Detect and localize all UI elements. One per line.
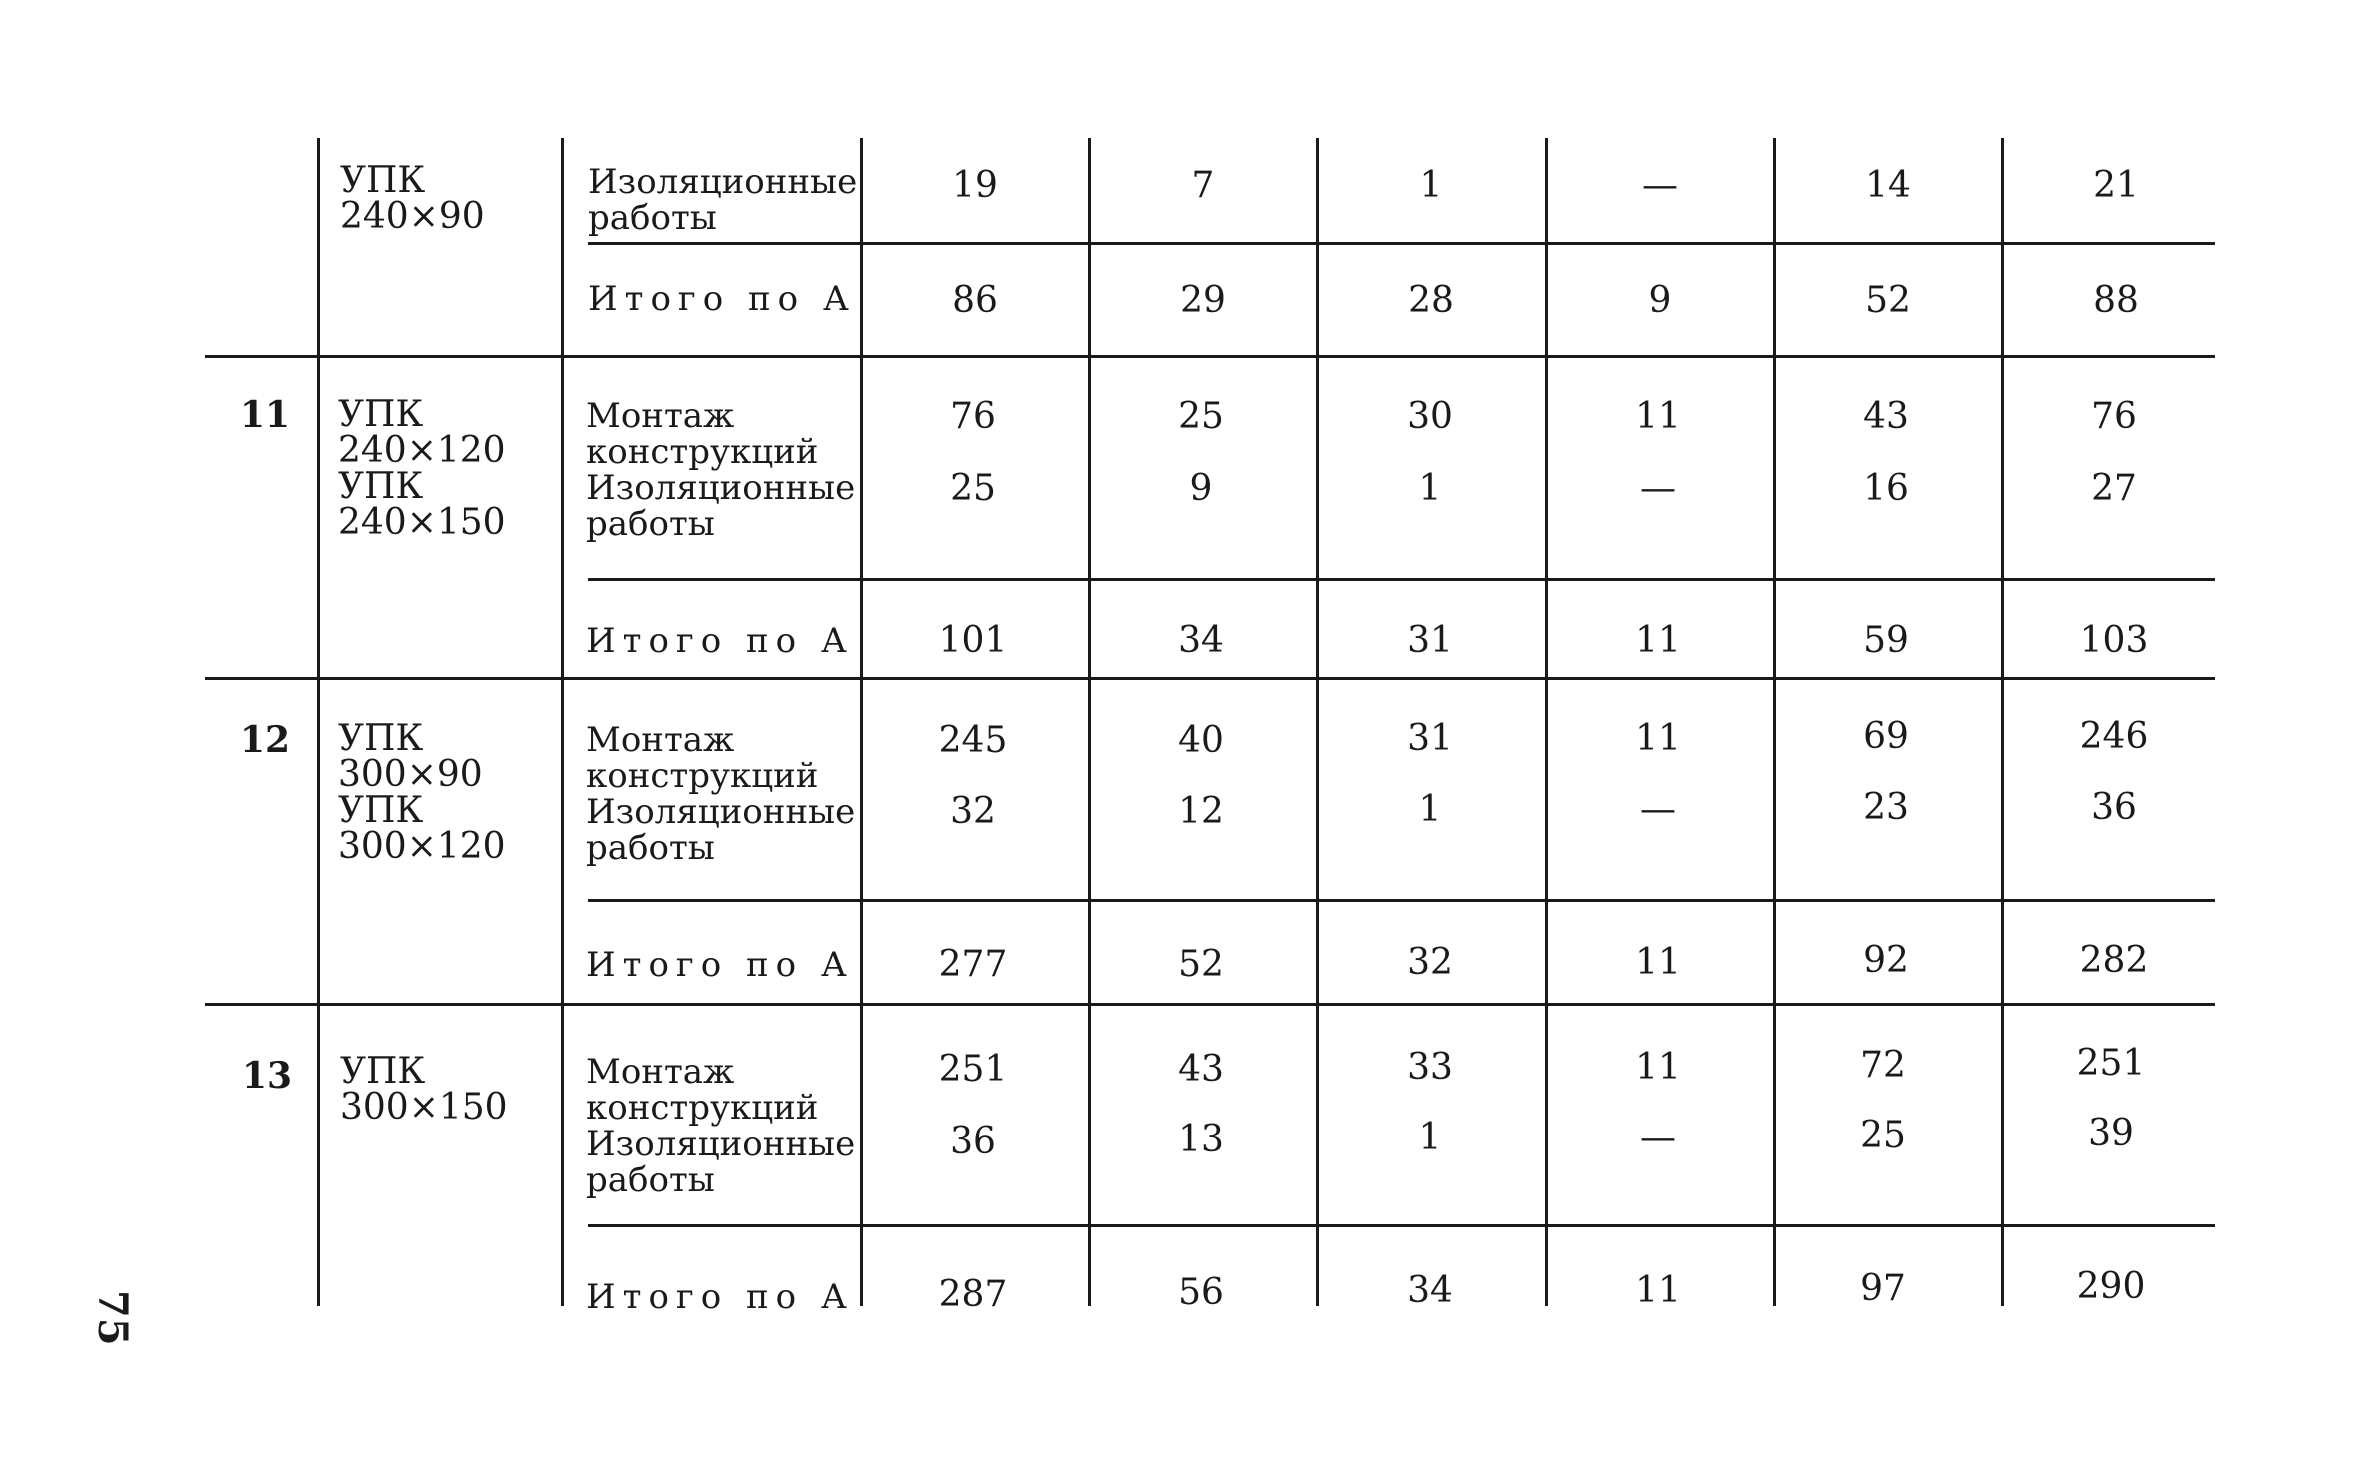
value-cell: 32 xyxy=(950,791,996,832)
element-type-line: УПК xyxy=(340,160,426,201)
column-divider xyxy=(860,138,863,1306)
work-type-line: Монтаж xyxy=(586,720,735,760)
value-cell: 25 xyxy=(1860,1115,1906,1156)
total-cell: 92 xyxy=(1863,940,1909,981)
total-cell: 59 xyxy=(1863,620,1909,661)
work-type-line: конструкций xyxy=(586,432,819,472)
work-type-line: работы xyxy=(586,1160,715,1200)
subtotal-separator xyxy=(588,899,2215,902)
value-cell: — xyxy=(1642,165,1678,206)
value-cell: 19 xyxy=(952,165,998,206)
column-divider xyxy=(561,138,564,1306)
work-type-line: Изоляционные xyxy=(586,792,856,832)
total-cell: 86 xyxy=(952,280,998,321)
value-cell: 30 xyxy=(1407,396,1453,437)
value-cell: 13 xyxy=(1178,1119,1224,1160)
column-divider xyxy=(1545,138,1548,1306)
work-type-line: Изоляционные xyxy=(586,1124,856,1164)
element-type-line: УПК xyxy=(338,790,424,831)
page-number: 75 xyxy=(89,1290,136,1346)
work-type-line: конструкций xyxy=(586,1088,819,1128)
value-cell: 72 xyxy=(1860,1045,1906,1086)
value-cell: 36 xyxy=(950,1121,996,1162)
total-cell: 31 xyxy=(1407,620,1453,661)
element-type-line: УПК xyxy=(338,718,424,759)
column-divider xyxy=(1088,138,1091,1306)
value-cell: 76 xyxy=(2091,396,2137,437)
column-divider xyxy=(1316,138,1319,1306)
total-cell: 32 xyxy=(1407,942,1453,983)
element-type-line: 300×90 xyxy=(338,754,483,795)
total-cell: 103 xyxy=(2079,620,2149,661)
value-cell: 16 xyxy=(1863,468,1909,509)
element-type-line: 300×120 xyxy=(338,826,506,867)
total-cell: 52 xyxy=(1178,944,1224,985)
work-type-line: работы xyxy=(586,828,715,868)
total-label: Итого по А xyxy=(588,279,856,319)
value-cell: 11 xyxy=(1635,718,1681,759)
total-cell: 34 xyxy=(1407,1270,1453,1311)
element-type-line: 300×150 xyxy=(340,1087,508,1128)
element-type-line: 240×90 xyxy=(340,196,485,237)
value-cell: 12 xyxy=(1178,791,1224,832)
subtotal-separator xyxy=(588,1224,2215,1227)
total-cell: 52 xyxy=(1865,280,1911,321)
value-cell: 40 xyxy=(1178,720,1224,761)
element-type-line: 240×150 xyxy=(338,502,506,543)
value-cell: 25 xyxy=(950,468,996,509)
value-cell: 7 xyxy=(1191,165,1215,206)
column-divider xyxy=(1773,138,1776,1306)
work-type-line: конструкций xyxy=(586,756,819,796)
work-type-line: работы xyxy=(588,198,717,238)
total-cell: 56 xyxy=(1178,1272,1224,1313)
value-cell: 31 xyxy=(1407,718,1453,759)
element-type-line: 240×120 xyxy=(338,430,506,471)
value-cell: 1 xyxy=(1418,1117,1442,1158)
total-cell: 11 xyxy=(1635,942,1681,983)
row-group-separator xyxy=(205,1003,2215,1006)
value-cell: 23 xyxy=(1863,787,1909,828)
value-cell: 39 xyxy=(2088,1113,2134,1154)
column-divider xyxy=(317,138,320,1306)
value-cell: 9 xyxy=(1189,468,1213,509)
total-cell: 282 xyxy=(2079,940,2149,981)
total-label: Итого по А xyxy=(586,1277,854,1317)
total-cell: 97 xyxy=(1860,1268,1906,1309)
value-cell: 245 xyxy=(938,720,1008,761)
total-cell: 88 xyxy=(2093,280,2139,321)
value-cell: — xyxy=(1640,789,1676,830)
value-cell: 33 xyxy=(1407,1047,1453,1088)
row-group-separator xyxy=(205,355,2215,358)
value-cell: 36 xyxy=(2091,787,2137,828)
element-type-line: УПК xyxy=(340,1051,426,1092)
total-cell: 9 xyxy=(1648,280,1672,321)
total-cell: 29 xyxy=(1180,280,1226,321)
value-cell: 27 xyxy=(2091,468,2137,509)
value-cell: 21 xyxy=(2093,165,2139,206)
work-type-line: Изоляционные xyxy=(588,162,858,202)
row-number: 12 xyxy=(240,719,291,761)
total-cell: 28 xyxy=(1408,280,1454,321)
total-cell: 277 xyxy=(938,944,1008,985)
value-cell: 14 xyxy=(1865,165,1911,206)
value-cell: 11 xyxy=(1635,396,1681,437)
value-cell: 76 xyxy=(950,396,996,437)
total-cell: 11 xyxy=(1635,1270,1681,1311)
total-label: Итого по А xyxy=(586,621,854,661)
row-number: 11 xyxy=(240,394,291,436)
column-divider xyxy=(2001,138,2004,1306)
value-cell: 251 xyxy=(938,1049,1008,1090)
work-type-line: работы xyxy=(586,504,715,544)
value-cell: 69 xyxy=(1863,716,1909,757)
subtotal-separator xyxy=(588,578,2215,581)
total-cell: 290 xyxy=(2076,1266,2146,1307)
value-cell: 43 xyxy=(1863,396,1909,437)
value-cell: 1 xyxy=(1419,165,1443,206)
total-cell: 34 xyxy=(1178,620,1224,661)
value-cell: 246 xyxy=(2079,716,2149,757)
total-cell: 11 xyxy=(1635,620,1681,661)
work-type-line: Изоляционные xyxy=(586,468,856,508)
value-cell: 43 xyxy=(1178,1049,1224,1090)
value-cell: 1 xyxy=(1418,789,1442,830)
value-cell: 251 xyxy=(2076,1043,2146,1084)
work-type-line: Монтаж xyxy=(586,1052,735,1092)
value-cell: 1 xyxy=(1418,468,1442,509)
subtotal-separator xyxy=(588,242,2215,245)
total-cell: 287 xyxy=(938,1274,1008,1315)
value-cell: 11 xyxy=(1635,1047,1681,1088)
element-type-line: УПК xyxy=(338,466,424,507)
work-type-line: Монтаж xyxy=(586,396,735,436)
element-type-line: УПК xyxy=(338,394,424,435)
row-group-separator xyxy=(205,677,2215,680)
total-label: Итого по А xyxy=(586,945,854,985)
row-number: 13 xyxy=(242,1055,293,1097)
total-cell: 101 xyxy=(938,620,1008,661)
value-cell: — xyxy=(1640,468,1676,509)
value-cell: 25 xyxy=(1178,396,1224,437)
value-cell: — xyxy=(1640,1117,1676,1158)
